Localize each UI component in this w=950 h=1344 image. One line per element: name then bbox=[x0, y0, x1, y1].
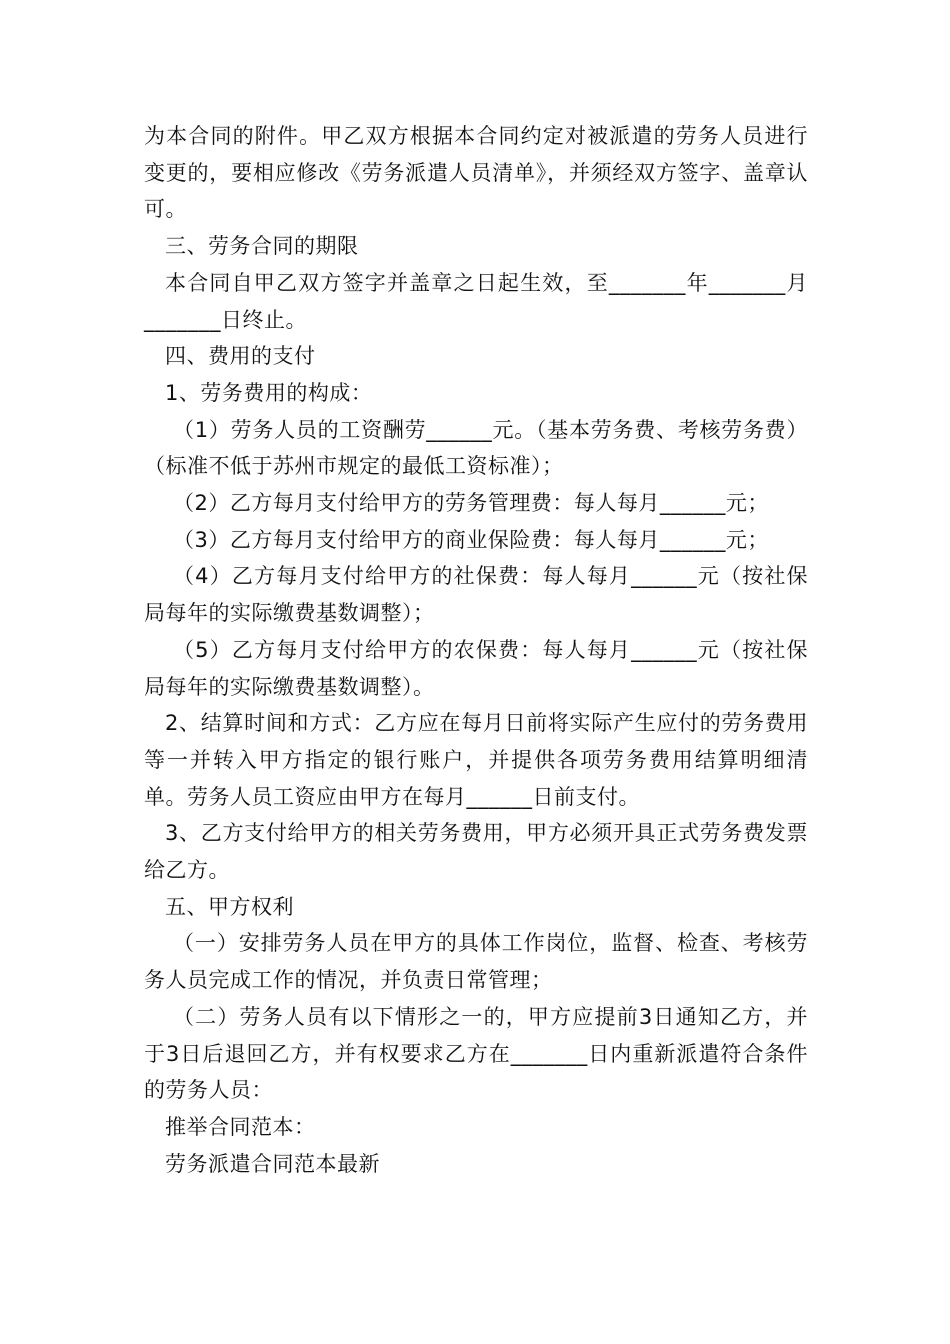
paragraph-settlement: 2、结算时间和方式：乙方应在每月日前将实际产生应付的劳务费用等一并转入甲方指定的银行账户，并提供各项劳务费用结算明细清单。劳务人员工资应由甲方在每月______日前支付。 bbox=[144, 711, 808, 809]
paragraph-term: 本合同自甲乙双方签字并盖章之日起生效，至_______年_______月_______日终止。 bbox=[144, 270, 808, 332]
recommend-label: 推举合同范本： bbox=[165, 1114, 316, 1139]
paragraph-fee-item-1: （1）劳务人员的工资酬劳______元。（基本劳务费、考核劳务费）（标准不低于苏州市规定的最低工资标准）； bbox=[144, 417, 808, 479]
paragraph-attachment-note: 为本合同的附件。甲乙双方根据本合同约定对被派遣的劳务人员进行变更的，要相应修改《劳务派遣人员清单》，并须经双方签字、盖章认可。 bbox=[144, 124, 808, 222]
subheading-fee-composition: 1、劳务费用的构成： bbox=[165, 380, 373, 405]
recommend-link-text: 劳务派遣合同范本最新 bbox=[165, 1151, 380, 1176]
paragraph-fee-item-3: （3）乙方每月支付给甲方的商业保险费：每人每月______元； bbox=[173, 527, 769, 552]
paragraph-fee-item-4: （4）乙方每月支付给甲方的社保费：每人每月______元（按社保局每年的实际缴费基数调整）； bbox=[144, 564, 808, 626]
paragraph-right-1: （一）安排劳务人员在甲方的具体工作岗位，监督、检查、考核劳务人员完成工作的情况，并负责日常管理； bbox=[144, 931, 808, 993]
paragraph-right-2: （二）劳务人员有以下情形之一的，甲方应提前3日通知乙方，并于3日后退回乙方，并有权要求乙方在_______日内重新派遣符合条件的劳务人员： bbox=[144, 1004, 808, 1103]
paragraph-fee-item-5: （5）乙方每月支付给甲方的农保费：每人每月______元（按社保局每年的实际缴费基数调整）。 bbox=[144, 637, 808, 699]
section-heading-party-a-rights: 五、甲方权利 bbox=[165, 894, 294, 919]
paragraph-fee-item-2: （2）乙方每月支付给甲方的劳务管理费：每人每月______元； bbox=[173, 491, 769, 516]
document-body bbox=[144, 118, 808, 1182]
paragraph-invoice: 3、乙方支付给甲方的相关劳务费用，甲方必须开具正式劳务费发票给乙方。 bbox=[144, 821, 808, 883]
section-heading-payment: 四、费用的支付 bbox=[165, 344, 316, 369]
section-heading-term: 三、劳务合同的期限 bbox=[165, 234, 359, 259]
